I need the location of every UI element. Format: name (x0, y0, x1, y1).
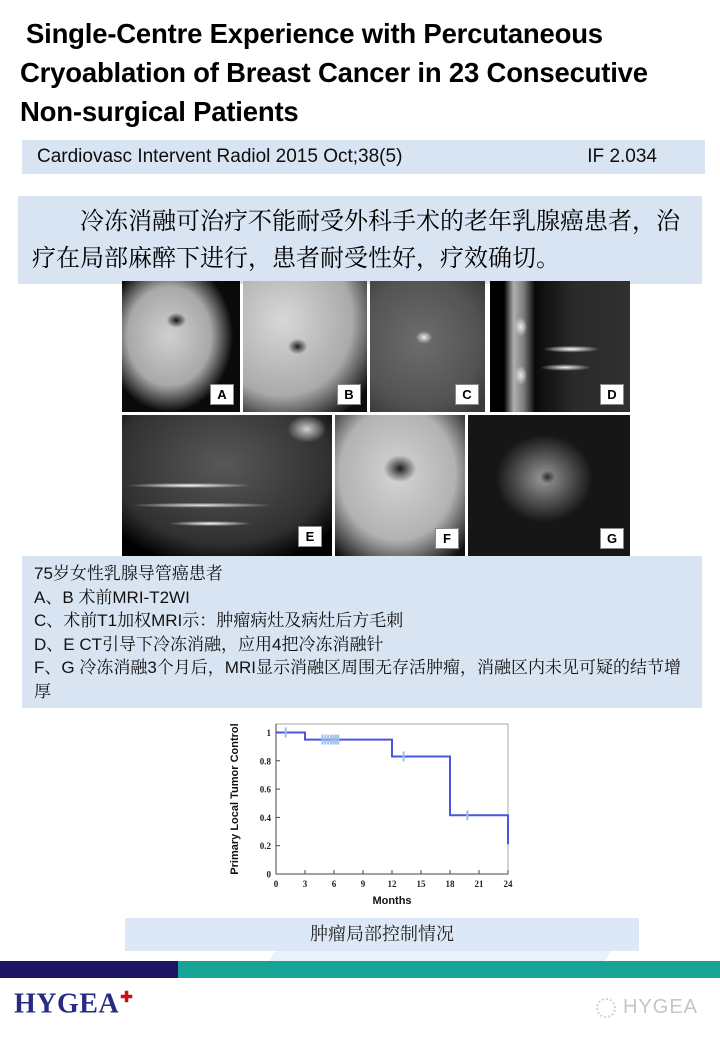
footer-teal-bar (178, 961, 720, 978)
km-chart-figure (226, 712, 518, 912)
svg-text:0: 0 (273, 879, 279, 889)
impact-factor: IF 2.034 (587, 146, 657, 167)
svg-text:12: 12 (387, 879, 397, 889)
figure-caption (22, 556, 702, 708)
journal-citation: Cardiovasc Intervent Radiol 2015 Oct;38(5) (37, 146, 403, 167)
svg-text:0.8: 0.8 (259, 756, 271, 767)
figure-panel-e (122, 415, 332, 556)
panel-label: A (210, 384, 234, 405)
figure-panel-f (335, 415, 465, 556)
red-cross-icon: ✚ (120, 990, 134, 1006)
footer-swash-decoration (268, 951, 611, 961)
hygea-logo (14, 988, 133, 1020)
svg-text:24: 24 (503, 879, 513, 889)
panel-label: D (600, 384, 624, 405)
hygea-logo-text: HYGEA (14, 988, 120, 1020)
hygea-watermark (596, 996, 698, 1019)
figure-caption-line: C、术前T1加权MRI示：肿瘤病灶及病灶后方毛刺 (34, 611, 404, 630)
abstract-text: 冷冻消融可治疗不能耐受外科手术的老年乳腺癌患者，治疗在局部麻醉下进行，患者耐受性好，疗效确切。 (32, 208, 680, 272)
panel-label: G (600, 528, 624, 549)
figure-panel-b (243, 281, 367, 412)
svg-text:1: 1 (266, 727, 271, 738)
svg-text:9: 9 (360, 879, 366, 889)
title-line: Single-Centre Experience with Percutaneous (26, 18, 603, 49)
figure-caption-line: D、E CT引导下冷冻消融，应用4把冷冻消融针 (34, 634, 384, 654)
panel-label: B (337, 384, 361, 405)
chart-caption-text: 肿瘤局部控制情况 (310, 924, 454, 944)
journal-bar (22, 140, 705, 174)
figure-panel-d (490, 281, 630, 412)
watermark-text: HYGEA (623, 996, 699, 1018)
svg-text:0: 0 (266, 869, 271, 880)
svg-text:6: 6 (331, 879, 337, 889)
figure-caption-line: A、B 术前MRI-T2WI (34, 587, 190, 607)
figure-caption-line: F、G 冷冻消融3个月后，MRI显示消融区周围无存活肿瘤，消融区内未见可疑的结节增厚 (34, 658, 681, 701)
panel-label: E (298, 526, 322, 547)
figure-panel-a (122, 281, 240, 412)
svg-text:21: 21 (474, 879, 484, 889)
svg-text:3: 3 (302, 879, 308, 889)
svg-text:18: 18 (445, 879, 455, 889)
title-line: Cryoablation of Breast Cancer in 23 Consecutive (20, 57, 648, 88)
panel-label: C (455, 384, 479, 405)
footer-navy-bar (0, 961, 178, 978)
panel-label: F (435, 528, 459, 549)
figure-panel-g (468, 415, 630, 556)
km-chart (226, 712, 518, 912)
page-title (20, 14, 712, 131)
svg-text:Primary Local Tumor Control: Primary Local Tumor Control (229, 723, 241, 875)
title-line: Non-surgical Patients (20, 96, 299, 127)
figure-panel-c (370, 281, 485, 412)
figure-caption-line: 75岁女性乳腺导管癌患者 (34, 564, 223, 583)
svg-text:15: 15 (416, 879, 426, 889)
svg-text:0.6: 0.6 (259, 784, 271, 795)
svg-text:Months: Months (372, 895, 412, 907)
svg-text:0.2: 0.2 (259, 841, 271, 852)
svg-text:0.4: 0.4 (259, 812, 271, 823)
abstract-box (18, 196, 702, 284)
chart-caption-bar (125, 918, 639, 951)
watermark-circle-icon (596, 998, 616, 1018)
